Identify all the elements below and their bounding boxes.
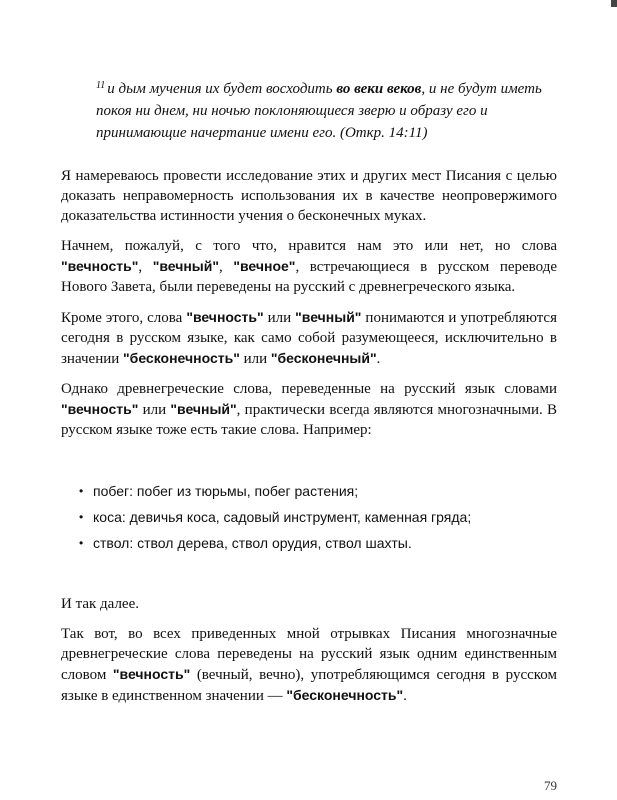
text-span: Так вот, во всех приведенных мной отрывках Писания многозначные древнегреческие слова переведены на русский язык одним единственным словом <box>61 626 557 683</box>
paragraph-1 <box>61 166 557 226</box>
quote-text-before: и дым мучения их будет восходить <box>107 81 337 97</box>
bold-term: "вечный" <box>295 309 362 325</box>
text-span: понимаются и употребляются сегодня в русском языке, как само собой разумеющееся, исключительно в значении <box>61 310 557 367</box>
page-number: 79 <box>544 778 557 793</box>
list-item-text: побег: побег из тюрьмы, побег растения; <box>93 483 359 499</box>
bullet-icon: • <box>79 510 84 524</box>
text-span: или <box>138 402 171 418</box>
bold-term: "бесконечность" <box>286 687 404 703</box>
bullet-icon: • <box>79 484 84 498</box>
bold-term: "бесконечный" <box>270 350 377 366</box>
text-span: . <box>376 351 381 367</box>
list-item-text: ствол: ствол дерева, ствол орудия, ствол шахты. <box>93 535 412 551</box>
closing-paragraph-2 <box>61 624 557 706</box>
text-span: И так далее. <box>61 596 139 612</box>
bold-term: "вечность" <box>186 309 264 325</box>
closing-paragraph-1 <box>61 594 557 614</box>
text-span: , практически всегда являются многозначными. В русском языке тоже есть такие слова. Например: <box>61 402 557 438</box>
list-item <box>61 532 557 554</box>
bold-term: "бесконечность" <box>123 350 240 366</box>
examples-list <box>61 480 557 554</box>
body-text <box>61 166 557 716</box>
text-span: , <box>138 259 153 275</box>
text-span: Однако древнегреческие слова, переведенные на русский язык словами <box>61 381 557 397</box>
text-span: , встречающиеся в русском переводе Нового Завета, были переведены на русский с древнегреческого языка. <box>61 259 558 295</box>
verse-number: 11 <box>96 80 106 91</box>
bold-term: "вечность" <box>61 401 139 417</box>
bold-term: "вечность" <box>112 666 191 682</box>
bold-term: "вечный" <box>170 401 237 417</box>
bold-term: "вечное" <box>233 258 296 274</box>
text-span: . <box>403 688 407 704</box>
corner-mark <box>611 0 617 7</box>
spacer <box>61 558 557 594</box>
paragraph-3 <box>61 307 557 369</box>
paragraph-2 <box>61 236 557 297</box>
list-item <box>61 506 557 528</box>
scripture-quote <box>96 78 566 144</box>
text-span: Начнем, пожалуй, с того что, нравится нам это или нет, но слова <box>61 238 557 254</box>
quote-bold: во веки веков <box>336 81 422 97</box>
paragraph-4 <box>61 379 557 440</box>
paragraph-1-text: Я намереваюсь провести исследование этих и других мест Писания с целью доказать неправомерность использования их в качестве неопровержимого доказательства истинности учения о бесконечных муках. <box>61 168 557 224</box>
text-span: , <box>219 259 234 275</box>
text-span: или <box>263 310 296 326</box>
text-span: Кроме этого, слова <box>61 310 187 326</box>
bold-term: "вечный" <box>152 258 219 274</box>
list-item-text: коса: девичья коса, садовый инструмент, каменная гряда; <box>93 509 472 525</box>
bold-term: "вечность" <box>61 258 139 274</box>
text-span: или <box>239 351 271 367</box>
list-item <box>61 480 557 502</box>
quote-text-after: , и не будут иметь покоя ни днем, ни ночью поклоняющиеся зверю и образу его и принимающие начертание имени его. (Откр. 14:11) <box>96 81 542 141</box>
text-span: (вечный, вечно), употребляющимся сегодня в русском языке в единственном значении — <box>61 667 557 704</box>
bullet-icon: • <box>79 536 84 550</box>
